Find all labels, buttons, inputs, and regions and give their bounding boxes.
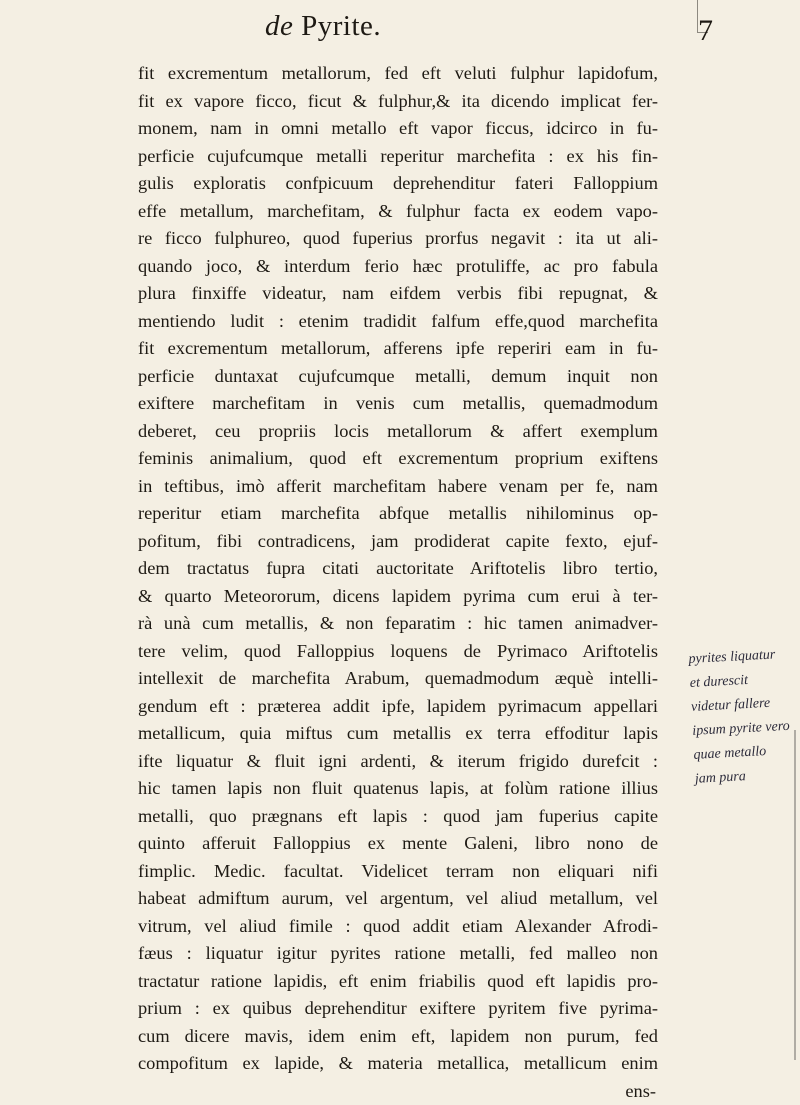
text-line: fit ex vapore ficco, ficut & fulphur,& ita dicendo implicat fer- <box>138 88 658 116</box>
text-line: mentiendo ludit : etenim tradidit falfum effe,quod marchefita <box>138 308 658 336</box>
running-title-main: Pyrite. <box>301 10 381 42</box>
text-line: deberet, ceu propriis locis metallorum & affert exemplum <box>138 418 658 446</box>
text-line: prium : ex quibus deprehenditur exiftere pyritem five pyrima- <box>138 995 658 1023</box>
handwritten-margin-note <box>688 642 800 792</box>
running-title-prefix: de <box>265 10 293 42</box>
margin-note-line: jam pura <box>694 762 800 792</box>
text-line: exiftere marchefitam in venis cum metallis, quemadmodum <box>138 390 658 418</box>
text-line: effe metallum, marchefitam, & fulphur facta ex eodem vapo- <box>138 198 658 226</box>
margin-note-line: ipsum pyrite vero <box>692 714 800 744</box>
text-line: tractatur ratione lapidis, eft enim friabilis quod eft lapidis pro- <box>138 968 658 996</box>
page-edge-shadow <box>794 730 796 1060</box>
text-line: metallicum, quia miftus cum metallis ex terra effoditur lapis <box>138 720 658 748</box>
text-line: re ficco fulphureo, quod fuperius prorfus negavit : ita ut ali- <box>138 225 658 253</box>
text-line: intellexit de marchefita Arabum, quemadmodum æquè intelli- <box>138 665 658 693</box>
text-line: monem, nam in omni metallo eft vapor ficcus, idcirco in fu- <box>138 115 658 143</box>
text-line: & quarto Meteororum, dicens lapidem pyrima cum erui à ter- <box>138 583 658 611</box>
text-line: quinto afferuit Falloppius ex mente Galeni, libro nono de <box>138 830 658 858</box>
margin-note-line: videtur fallere <box>691 690 800 720</box>
text-line: vitrum, vel aliud fimile : quod addit etiam Alexander Afrodi- <box>138 913 658 941</box>
text-line: perficie duntaxat cujufcumque metalli, demum inquit non <box>138 363 658 391</box>
catchword: ens- <box>138 1078 658 1105</box>
text-line: fimplic. Medic. facultat. Videlicet terram non eliquari nifi <box>138 858 658 886</box>
text-line: hic tamen lapis non fluit quatenus lapis, at folùm ratione illius <box>138 775 658 803</box>
text-line: tere velim, quod Falloppius loquens de Pyrimaco Ariftotelis <box>138 638 658 666</box>
text-line: gendum eft : præterea addit ipfe, lapidem pyrimacum appellari <box>138 693 658 721</box>
text-line: dem tractatus fupra citati auctoritate Ariftotelis libro tertio, <box>138 555 658 583</box>
text-line: fit excrementum metallorum, afferens ipfe reperiri eam in fu- <box>138 335 658 363</box>
text-line: compofitum ex lapide, & materia metallica, metallicum enim <box>138 1050 658 1078</box>
text-line: ifte liquatur & fluit igni ardenti, & iterum frigido durefcit : <box>138 748 658 776</box>
text-line: fit excrementum metallorum, fed eft veluti fulphur lapidofum, <box>138 60 658 88</box>
margin-note-line: et durescit <box>689 666 800 696</box>
text-line: reperitur etiam marchefita abfque metallis nihilominus op- <box>138 500 658 528</box>
text-line: in teftibus, imò afferit marchefitam habere venam per fe, nam <box>138 473 658 501</box>
text-line: perficie cujufcumque metalli reperitur marchefita : ex his fin- <box>138 143 658 171</box>
text-line: rà unà cum metallis, & non feparatim : hic tamen animadver- <box>138 610 658 638</box>
text-line: quando joco, & interdum ferio hæc protuliffe, ac pro fabula <box>138 253 658 281</box>
text-line: gulis exploratis confpicuum deprehenditur fateri Falloppium <box>138 170 658 198</box>
text-line: pofitum, fibi contradicens, jam prodiderat capite fexto, ejuf- <box>138 528 658 556</box>
margin-note-line: quae metallo <box>693 738 800 768</box>
text-line: fæus : liquatur igitur pyrites ratione metalli, fed malleo non <box>138 940 658 968</box>
body-text <box>138 60 658 1105</box>
margin-note-line: pyrites liquatur <box>688 642 800 672</box>
text-line: cum dicere mavis, idem enim eft, lapidem non purum, fed <box>138 1023 658 1051</box>
text-line: feminis animalium, quod eft excrementum proprium exiftens <box>138 445 658 473</box>
text-line: metalli, quo prægnans eft lapis : quod jam fuperius capite <box>138 803 658 831</box>
text-line: habeat admiftum aurum, vel argentum, vel aliud metallum, vel <box>138 885 658 913</box>
page-number: 7 <box>698 14 713 48</box>
running-title <box>265 10 381 43</box>
text-line: plura finxiffe videatur, nam eifdem verbis fibi repugnat, & <box>138 280 658 308</box>
